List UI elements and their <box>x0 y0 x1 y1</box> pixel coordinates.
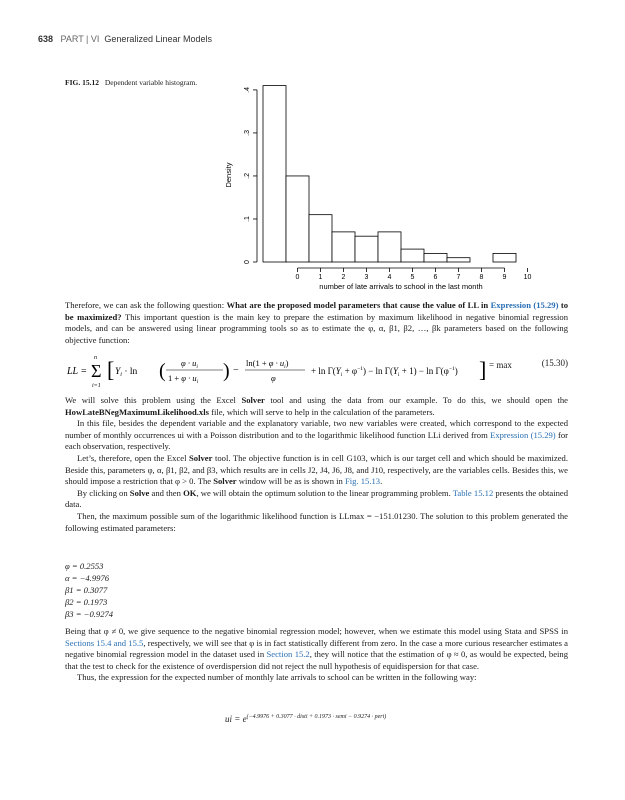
paragraph-2: We will solve this problem using the Excel Solver tool and using the data from our example. To do this, we should open the HowLateBNegMaximumLikelihood.xls file, which will serve to help in the calculation of the parameters. <box>65 395 568 417</box>
histogram-bar <box>447 258 470 262</box>
param-phi: φ = 0.2553 <box>65 561 104 571</box>
x-tick-label: 3 <box>364 274 369 281</box>
paragraph-6: Then, the maximum possible sum of the logarithmic likelihood function is LLmax = −151.01230. The solution to this problem generated the following estimated parameters: <box>65 510 568 533</box>
part-label: PART | VI <box>60 34 100 44</box>
histogram-bar <box>309 215 332 262</box>
svg-text:[: [ <box>107 357 115 382</box>
svg-text:φ · ui: $\varphi \cdot u_i$ <box>181 358 198 370</box>
param-beta2: β2 = 0.1973 <box>65 597 108 607</box>
x-tick-label: 2 <box>341 274 346 281</box>
final-equation-lhs: ui = e <box>225 714 247 724</box>
svg-text:+ ln Γ(Yi + φ−1) − ln Γ(Yi + 1: + $\ln \Gamma(Y_i + \varphi^{-1}) - \ln \Gamma(Y_i + 1) - \ln \Gamma(\varphi^{-1})$ <box>311 366 458 378</box>
paragraph-7: Being that φ ≠ 0, we give sequence to the negative binomial regression model; however, when we estimate this model using Stata and SPSS in Sections 15.4 and 15.5, respectively, we will see that φ is in fact statistically different from zero. In the case a more curious researcher estimates a negative binomial regression model in the dataset used in Section 15.2, they will notice that the estimation of φ ≈ 0, as would be expected, being that the test to check for the existence of overdispersion did not reject the null hypothesis of equidispersion for that case. <box>65 626 568 671</box>
svg-text:φ: φ <box>271 373 276 383</box>
y-tick-label: .3 <box>244 130 251 136</box>
x-tick-label: 4 <box>387 274 392 281</box>
paragraph-5: By clicking on Solve and then OK, we will obtain the optimum solution to the linear programming problem. Table 15.12 presents the obtained data. <box>65 487 568 510</box>
y-tick-label: .1 <box>244 216 251 222</box>
histogram-chart <box>215 72 532 294</box>
histogram-bar <box>401 249 424 262</box>
svg-text:i=1: i=1 <box>92 383 101 389</box>
page-number: 638 <box>38 34 54 44</box>
svg-text:(: ( <box>159 360 166 382</box>
histogram-bar <box>355 236 378 262</box>
svg-text:): ) <box>223 360 230 382</box>
svg-text:n: n <box>94 355 97 361</box>
param-beta1: β1 = 0.3077 <box>65 585 108 595</box>
param-alpha: α = −4.9976 <box>65 573 110 583</box>
histogram-bar <box>378 232 401 262</box>
running-header <box>38 34 212 44</box>
link-table-15-12[interactable]: Table 15.12 <box>452 487 494 498</box>
x-tick-label: 10 <box>523 274 532 281</box>
x-tick-label: 9 <box>502 274 507 281</box>
svg-text:Σ: Σ <box>91 361 102 381</box>
paragraph-block <box>65 395 568 534</box>
x-axis-label: number of late arrivals to school in the last month <box>319 282 483 291</box>
paragraph-4: Let’s, therefore, open the Excel Solver tool. The objective function is in cell G103, which is our target cell and which should be maximized. Beside this, parameters φ, α, β1, β2, and β3, which results are in cells J2, J4, J6, J8, and J10, respectively, are the variables cells. Besides this, we should impose a restriction that φ > 0. The Solver window will be as is shown in Fig. 15.13. <box>65 452 568 487</box>
histogram-bar <box>286 176 309 262</box>
x-tick-label: 0 <box>295 274 300 281</box>
svg-text:Yi · ln: $Y_i \cdot \ln$ <box>115 367 138 378</box>
parameter-list <box>65 560 113 620</box>
svg-text:LL: LL <box>67 366 79 377</box>
svg-text:=: = <box>81 366 87 377</box>
final-equation-exponent: (−4.9976 + 0.3077 · disti + 0.1973 · semi − 0.9274 · peri) <box>246 714 387 720</box>
paragraph-3: In this file, besides the dependent variable and the explanatory variable, two new variables were created, which correspond to the expected number of monthly occurrences ui with a Poisson distribution and to the logarithmic likelihood function LLi derived from Expression (15.29) for each observation, respectively. <box>65 418 568 452</box>
objective-function-formula <box>65 350 485 390</box>
y-axis-label: Density <box>224 162 233 188</box>
y-tick-label: 0 <box>244 260 251 264</box>
svg-text:ln(1 + φ · ui): $\ln(1 + \varphi \cdot u_i)$ <box>246 358 289 370</box>
link-expression-15-29-b[interactable]: Expression (15.29) <box>490 429 556 440</box>
histogram-bar <box>493 253 516 262</box>
x-tick-label: 1 <box>318 274 323 281</box>
svg-text:1 + φ · ui: $1 + \varphi \cdot u_i$ <box>168 373 199 385</box>
y-tick-label: .2 <box>244 173 251 179</box>
link-sections-15-4-15-5[interactable]: Sections 15.4 and 15.5 <box>65 637 144 648</box>
svg-text:]: ] <box>479 357 487 382</box>
chapter-title: Generalized Linear Models <box>104 34 212 44</box>
paragraph-1: Therefore, we can ask the following question: What are the proposed model parameters that cause the value of LL in Expression (15.29) to be maximized? This important question is the main key to prepare the estimation by maximum likelihood in negative binomial regression models, and can be answered using linear programming tools so as to estimate the φ, α, β1, β2, …, βk parameters based on the following objective function: <box>65 300 568 345</box>
figure-caption <box>65 78 197 87</box>
link-fig-15-13[interactable]: Fig. 15.13 <box>345 476 381 487</box>
paragraph-block-2 <box>65 626 568 684</box>
svg-text:−: − <box>233 365 239 376</box>
histogram-bar <box>332 232 355 262</box>
param-beta3: β3 = −0.9274 <box>65 609 114 619</box>
expected-value-equation <box>225 714 386 724</box>
equation-number: (15.30) <box>541 358 568 368</box>
figure-caption-text: Dependent variable histogram. <box>104 78 198 87</box>
x-tick-label: 8 <box>479 274 484 281</box>
x-tick-label: 5 <box>410 274 415 281</box>
paragraph-8: Thus, the expression for the expected number of monthly late arrivals to school can be written in the following way: <box>77 672 477 683</box>
link-expression-15-29[interactable]: Expression (15.29) <box>490 300 559 310</box>
histogram-bar <box>263 86 286 262</box>
figure-label: FIG. 15.12 <box>65 78 99 87</box>
histogram-bar <box>424 253 447 262</box>
link-section-15-2[interactable]: Section 15.2 <box>266 649 310 660</box>
x-tick-label: 6 <box>433 274 438 281</box>
y-tick-label: .4 <box>244 86 251 93</box>
x-tick-label: 7 <box>456 274 461 281</box>
equation-15-30: LL = Σ n i=1 [ $Y_i \cdot \ln$ ( $\varphi \cdot u_i$ $1 + \varphi \cdot u_i$ ) − $\ln(1 + \varphi \cdot u_i)$ φ + $\ln \Gamma(Y_i + \varphi^{-1}) - \ln \Gamma(Y_i + 1) - \ln \Gamma(\varphi^{-1})$ ] = max (15.30) <box>65 350 568 392</box>
